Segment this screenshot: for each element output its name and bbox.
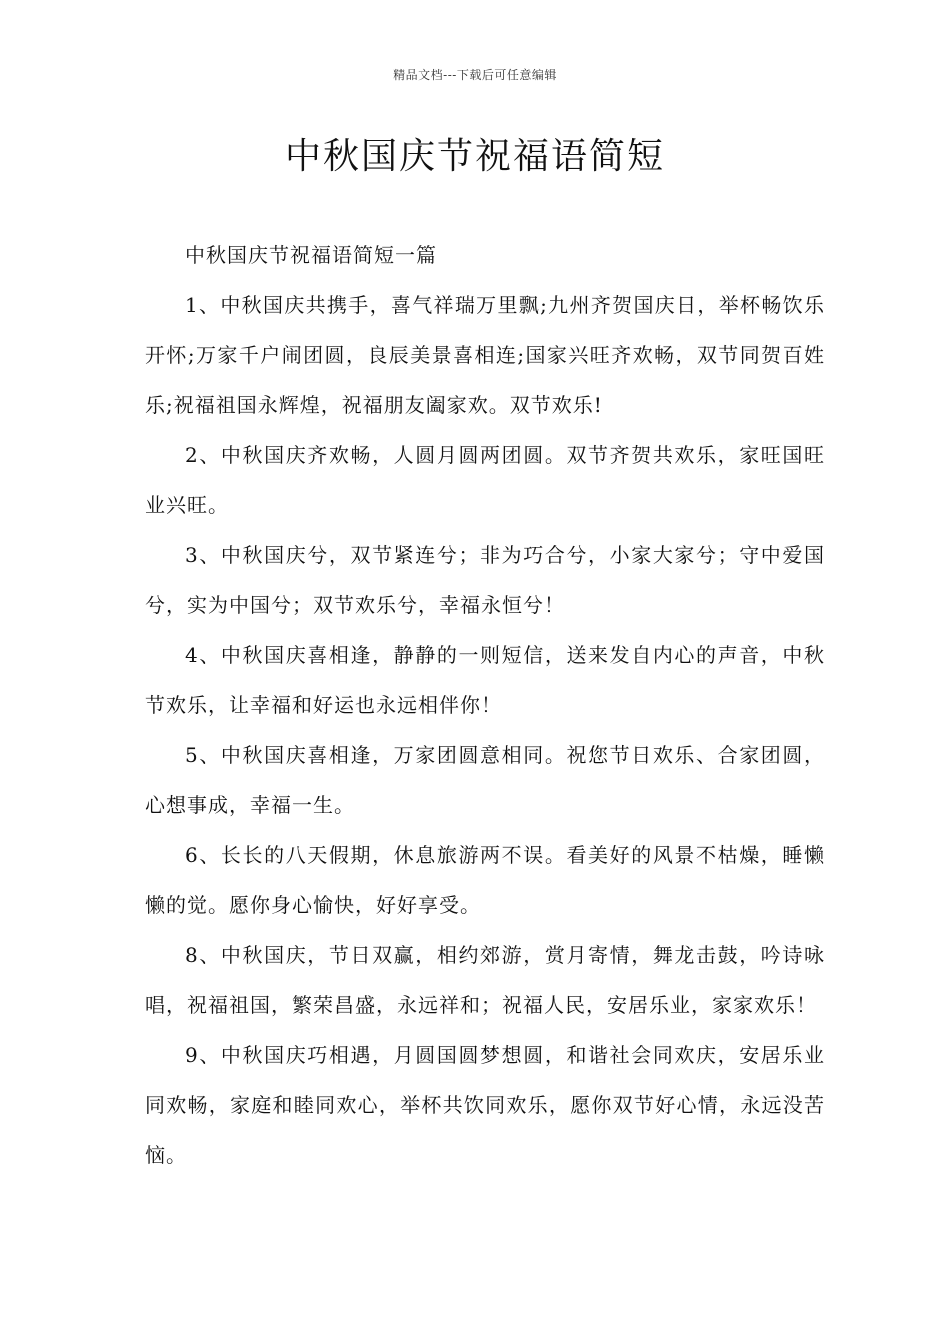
paragraph-6: 6、长长的八天假期，休息旅游两不误。看美好的风景不枯燥，睡懒懒的觉。愿你身心愉快，好好享受。 bbox=[145, 843, 825, 917]
document-body bbox=[145, 230, 825, 1180]
paragraph-9: 9、中秋国庆巧相遇，月圆国圆梦想圆，和谐社会同欢庆，安居乐业同欢畅，家庭和睦同欢心，举杯共饮同欢乐，愿你双节好心情，永远没苦恼。 bbox=[145, 1043, 825, 1167]
document-title: 中秋国庆节祝福语简短 bbox=[284, 136, 665, 177]
paragraph-1: 1、中秋国庆共携手，喜气祥瑞万里飘;九州齐贺国庆日，举杯畅饮乐开怀;万家千户闹团圆，良辰美景喜相连;国家兴旺齐欢畅，双节同贺百姓乐;祝福祖国永辉煌，祝福朋友阖家欢。双节欢乐! bbox=[145, 293, 825, 417]
paragraph-2: 2、中秋国庆齐欢畅，人圆月圆两团圆。双节齐贺共欢乐，家旺国旺业兴旺。 bbox=[145, 443, 825, 517]
paragraph-8: 8、中秋国庆，节日双赢，相约郊游，赏月寄情，舞龙击鼓，吟诗咏唱，祝福祖国，繁荣昌盛，永远祥和；祝福人民，安居乐业，家家欢乐！ bbox=[145, 943, 825, 1017]
paragraph-5: 5、中秋国庆喜相逢，万家团圆意相同。祝您节日欢乐、合家团圆，心想事成，幸福一生。 bbox=[145, 743, 825, 817]
paragraph-4: 4、中秋国庆喜相逢，静静的一则短信，送来发自内心的声音，中秋节欢乐，让幸福和好运也永远相伴你！ bbox=[145, 643, 825, 717]
paragraph-3: 3、中秋国庆兮，双节紧连兮；非为巧合兮，小家大家兮；守中爱国兮，实为中国兮；双节欢乐兮，幸福永恒兮！ bbox=[145, 543, 825, 617]
header-note: 精品文档---下载后可任意编辑 bbox=[393, 68, 557, 82]
section-heading: 中秋国庆节祝福语简短一篇 bbox=[185, 243, 437, 267]
